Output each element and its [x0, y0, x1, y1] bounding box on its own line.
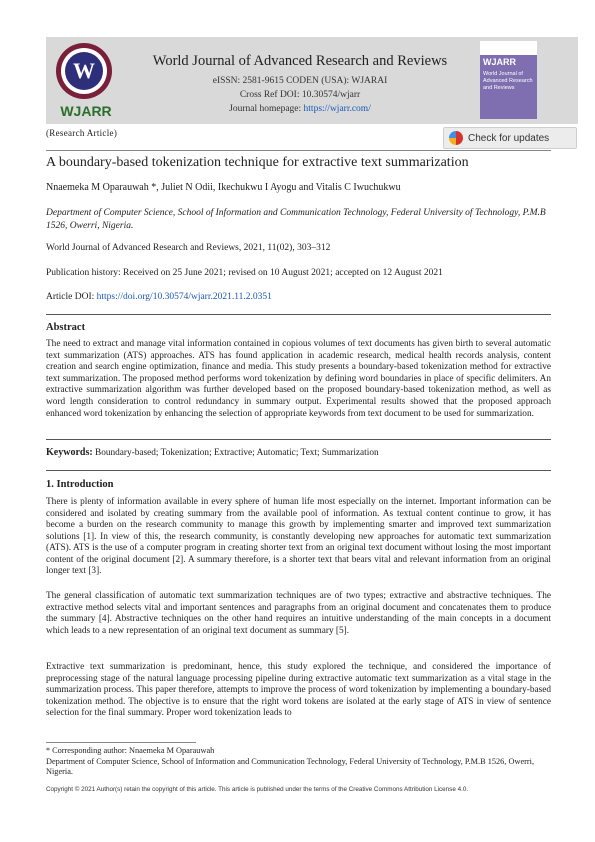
citation-line: World Journal of Advanced Research and Reviews, 2021, 11(02), 303–312 — [46, 243, 331, 253]
cover-abbreviation: WJARR — [483, 57, 516, 67]
cover-top-band — [480, 41, 537, 55]
footnote-divider — [46, 742, 196, 743]
intro-paragraph-3: Extractive text summarization is predominant, hence, this study explored the technique, and considered the importance of preprocessing stage of the natural language processing pipeline during extractive automatic text summarization as a vital stage in the summarization process. This paper therefore, attempts to improve the process of word tokenization by implementing a boundary-based tokenization method. The objective is to ensure that the right word tokens are isolated at the early stage of ATS in view of sentence selection for the final summary. Proper word tokenization leads to — [46, 662, 551, 719]
section-heading-introduction: 1. Introduction — [46, 479, 114, 490]
footnote-affiliation: Department of Computer Science, School of Information and Communication Technology, Federal University of Technology, P.M.B 1526, Owerri, Nigeria. — [46, 756, 535, 776]
intro-paragraph-2: The general classification of automatic text summarization techniques are of two types; extractive and abstractive techniques. The extractive method selects vital and important sentences and paragraphs from an original document and concatenates them to produce the summary [4]. Abstractive techniques on the other hand requires an intuitive understanding of the main concepts in a document which leads to a new representation of an original text document as summary [5]. — [46, 591, 551, 636]
corresponding-author-footnote — [46, 746, 551, 778]
footnote-line-1: Corresponding author: Nnaemeka M Oparauwah — [52, 746, 215, 755]
cover-title: World Journal of Advanced Research and Reviews — [483, 71, 533, 91]
paper-title: A boundary-based tokenization technique for extractive text summarization — [46, 155, 469, 170]
copyright-notice: Copyright © 2021 Author(s) retain the copyright of this article. This article is published under the terms of the Creative Commons Attribution License 4.0. — [46, 786, 469, 793]
abstract-text: The need to extract and manage vital information contained in copious volumes of text documents has given birth to several automatic text summarization (ATS) approaches. ATS has found application in academic research, medical health records analysis, content creation and search engine optimization, finance and media. This study presents a boundary-based tokenization method for extractive text summarization. The proposed method performs word tokenization by defining word boundaries in place of specific delimiters. An extractive summarization algorithm was further developed based on the proposed boundary-based tokenization method, as well as word length consideration to control redundancy in summary output. Experimental results showed that the proposed approach enhanced word tokenization by enhancing the selection of appropriate keywords from text document to be used for summarization. — [46, 339, 551, 419]
author-affiliation: Department of Computer Science, School of Information and Communication Technology, Federal University of Technology, P.M.B 1526, Owerri, Nigeria. — [46, 208, 546, 231]
keywords-list: Boundary-based; Tokenization; Extractive; Automatic; Text; Summarization — [95, 448, 379, 458]
footnote-corresponding-author — [46, 746, 551, 757]
article-type-label: (Research Article) — [46, 128, 118, 138]
doi-link[interactable]: https://doi.org/10.30574/wjarr.2021.11.2.0351 — [96, 292, 272, 302]
keywords-bottom-rule — [46, 470, 551, 471]
author-list: Nnaemeka M Oparauwah *, Juliet N Odii, Ikechukwu I Ayogu and Vitalis C Iwuchukwu — [46, 182, 401, 193]
logo-letter: W — [65, 52, 103, 90]
journal-homepage — [130, 104, 470, 114]
footnote-star: * — [46, 746, 50, 755]
abstract-heading: Abstract — [46, 322, 86, 333]
publication-history: Publication history: Received on 25 June 2021; revised on 10 August 2021; accepted on 12 August 2021 — [46, 268, 443, 278]
logo-abbreviation: WJARR — [60, 103, 112, 119]
intro-paragraph-1: There is plenty of information available in every sphere of human life most especially on the internet. Important information can be considered and isolated by creating summary from the available pool of information. As textual content continue to grow, it has become a burden on the research community to manage this growth by implementing smarter and improved text summarization solutions [1]. In view of this, the research community, is constantly developing new approaches for automatic text summarization (ATS). ATS is the use of a computer program in creating shorter text from an original text document without losing the most important content of the original document [2]. A summary therefore, is a shorter text that bears vital and relevant information from an original longer text [3]. — [46, 497, 551, 577]
abstract-top-rule — [46, 314, 551, 315]
check-for-updates-label: Check for updates — [468, 132, 550, 144]
journal-logo — [54, 43, 118, 121]
title-divider — [46, 150, 551, 151]
journal-title: World Journal of Advanced Research and Reviews — [152, 53, 448, 69]
crossref-line: Cross Ref DOI: 10.30574/wjarr — [239, 90, 361, 100]
keywords-line — [46, 447, 551, 458]
journal-cover-thumbnail — [480, 41, 537, 119]
abstract-bottom-rule — [46, 439, 551, 440]
check-for-updates-button[interactable] — [443, 127, 577, 149]
crossmark-icon — [449, 131, 463, 145]
homepage-label: Journal homepage: — [229, 104, 304, 114]
keywords-label: Keywords: — [46, 447, 93, 458]
article-doi — [46, 292, 272, 302]
homepage-link[interactable]: https://wjarr.com/ — [303, 104, 371, 114]
issn-line: eISSN: 2581-9615 CODEN (USA): WJARAI — [212, 76, 388, 86]
doi-label: Article DOI: — [46, 292, 97, 302]
